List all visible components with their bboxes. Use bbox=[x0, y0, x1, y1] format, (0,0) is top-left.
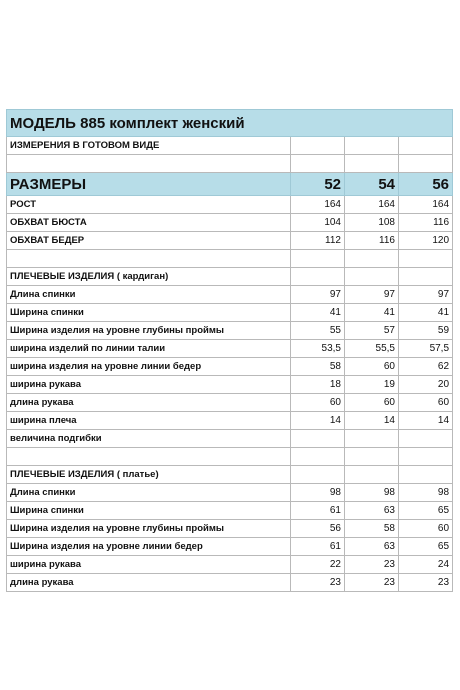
value-cell: 61 bbox=[291, 538, 345, 556]
value-cell: 14 bbox=[291, 412, 345, 430]
row-label: ширина изделий по линии талии bbox=[7, 340, 291, 358]
table-row bbox=[7, 520, 453, 538]
section-title: ПЛЕЧЕВЫЕ ИЗДЕЛИЯ ( кардиган) bbox=[7, 268, 291, 286]
size-56: 56 bbox=[399, 173, 453, 196]
value-cell: 14 bbox=[399, 412, 453, 430]
table-row bbox=[7, 232, 453, 250]
empty-cell bbox=[345, 155, 399, 173]
row-label: Ширина спинки bbox=[7, 304, 291, 322]
empty-cell bbox=[7, 448, 291, 466]
value-cell: 60 bbox=[399, 394, 453, 412]
table-row bbox=[7, 286, 453, 304]
table-row bbox=[7, 340, 453, 358]
row-label: величина подгибки bbox=[7, 430, 291, 448]
row-label: РОСТ bbox=[7, 196, 291, 214]
table-row bbox=[7, 304, 453, 322]
row-label: Ширина изделия на уровне линии бедер bbox=[7, 538, 291, 556]
value-cell: 57 bbox=[345, 322, 399, 340]
empty-cell bbox=[291, 137, 345, 155]
value-cell: 60 bbox=[399, 520, 453, 538]
empty-cell bbox=[291, 250, 345, 268]
empty-cell bbox=[399, 448, 453, 466]
value-cell: 60 bbox=[345, 394, 399, 412]
table-row bbox=[7, 358, 453, 376]
section-title: ПЛЕЧЕВЫЕ ИЗДЕЛИЯ ( платье) bbox=[7, 466, 291, 484]
empty-cell bbox=[399, 268, 453, 286]
empty-cell bbox=[399, 137, 453, 155]
value-cell: 56 bbox=[291, 520, 345, 538]
value-cell: 55 bbox=[291, 322, 345, 340]
empty-cell bbox=[399, 466, 453, 484]
value-cell: 62 bbox=[399, 358, 453, 376]
value-cell: 98 bbox=[291, 484, 345, 502]
table-row bbox=[7, 574, 453, 592]
empty-cell bbox=[345, 250, 399, 268]
value-cell: 97 bbox=[399, 286, 453, 304]
value-cell: 164 bbox=[291, 196, 345, 214]
empty-cell bbox=[345, 448, 399, 466]
row-label: длина рукава bbox=[7, 574, 291, 592]
table-row bbox=[7, 214, 453, 232]
table-row bbox=[7, 556, 453, 574]
empty-cell bbox=[345, 466, 399, 484]
value-cell: 120 bbox=[399, 232, 453, 250]
value-cell: 41 bbox=[345, 304, 399, 322]
value-cell: 116 bbox=[345, 232, 399, 250]
subtitle-row bbox=[7, 137, 453, 155]
value-cell: 104 bbox=[291, 214, 345, 232]
value-cell: 65 bbox=[399, 538, 453, 556]
table-row bbox=[7, 322, 453, 340]
empty-cell bbox=[7, 250, 291, 268]
measurements-table bbox=[6, 109, 453, 592]
size-52: 52 bbox=[291, 173, 345, 196]
row-label: Ширина изделия на уровне глубины проймы bbox=[7, 520, 291, 538]
value-cell: 65 bbox=[399, 502, 453, 520]
section-title-row bbox=[7, 466, 453, 484]
subtitle-cell: ИЗМЕРЕНИЯ В ГОТОВОМ ВИДЕ bbox=[7, 137, 291, 155]
value-cell: 20 bbox=[399, 376, 453, 394]
size-54: 54 bbox=[345, 173, 399, 196]
row-label: ширина изделия на уровне линии бедер bbox=[7, 358, 291, 376]
title-row bbox=[7, 110, 453, 137]
value-cell bbox=[291, 430, 345, 448]
empty-cell bbox=[399, 250, 453, 268]
row-label: ОБХВАТ БЕДЕР bbox=[7, 232, 291, 250]
value-cell: 53,5 bbox=[291, 340, 345, 358]
value-cell bbox=[345, 430, 399, 448]
value-cell: 60 bbox=[291, 394, 345, 412]
value-cell: 57,5 bbox=[399, 340, 453, 358]
value-cell: 63 bbox=[345, 538, 399, 556]
table-row bbox=[7, 394, 453, 412]
row-label: ширина рукава bbox=[7, 556, 291, 574]
value-cell: 59 bbox=[399, 322, 453, 340]
value-cell: 98 bbox=[345, 484, 399, 502]
sizes-row bbox=[7, 173, 453, 196]
value-cell: 97 bbox=[345, 286, 399, 304]
value-cell: 97 bbox=[291, 286, 345, 304]
table-row bbox=[7, 376, 453, 394]
value-cell: 23 bbox=[399, 574, 453, 592]
blank-row bbox=[7, 155, 453, 173]
blank-row bbox=[7, 448, 453, 466]
blank-row bbox=[7, 250, 453, 268]
row-label: ОБХВАТ БЮСТА bbox=[7, 214, 291, 232]
value-cell: 23 bbox=[345, 574, 399, 592]
table-row bbox=[7, 412, 453, 430]
table-row bbox=[7, 196, 453, 214]
row-label: Длина спинки bbox=[7, 484, 291, 502]
value-cell: 98 bbox=[399, 484, 453, 502]
value-cell: 23 bbox=[345, 556, 399, 574]
value-cell: 61 bbox=[291, 502, 345, 520]
row-label: Ширина спинки bbox=[7, 502, 291, 520]
value-cell: 19 bbox=[345, 376, 399, 394]
empty-cell bbox=[291, 155, 345, 173]
value-cell: 58 bbox=[291, 358, 345, 376]
value-cell: 14 bbox=[345, 412, 399, 430]
table-row bbox=[7, 430, 453, 448]
sizes-label: РАЗМЕРЫ bbox=[7, 173, 291, 196]
value-cell: 18 bbox=[291, 376, 345, 394]
table-row bbox=[7, 502, 453, 520]
empty-cell bbox=[291, 448, 345, 466]
value-cell: 60 bbox=[345, 358, 399, 376]
value-cell: 24 bbox=[399, 556, 453, 574]
empty-cell bbox=[399, 155, 453, 173]
value-cell: 108 bbox=[345, 214, 399, 232]
value-cell: 116 bbox=[399, 214, 453, 232]
value-cell: 164 bbox=[345, 196, 399, 214]
empty-cell bbox=[291, 466, 345, 484]
row-label: ширина рукава bbox=[7, 376, 291, 394]
measurements-table-body bbox=[7, 110, 453, 592]
empty-cell bbox=[345, 268, 399, 286]
row-label: Ширина изделия на уровне глубины проймы bbox=[7, 322, 291, 340]
value-cell: 58 bbox=[345, 520, 399, 538]
value-cell: 63 bbox=[345, 502, 399, 520]
row-label: ширина плеча bbox=[7, 412, 291, 430]
value-cell: 41 bbox=[291, 304, 345, 322]
table-row bbox=[7, 484, 453, 502]
value-cell: 22 bbox=[291, 556, 345, 574]
model-title: МОДЕЛЬ 885 комплект женский bbox=[7, 110, 453, 137]
empty-cell bbox=[7, 155, 291, 173]
value-cell: 55,5 bbox=[345, 340, 399, 358]
value-cell: 23 bbox=[291, 574, 345, 592]
row-label: Длина спинки bbox=[7, 286, 291, 304]
empty-cell bbox=[345, 137, 399, 155]
value-cell bbox=[399, 430, 453, 448]
value-cell: 112 bbox=[291, 232, 345, 250]
value-cell: 164 bbox=[399, 196, 453, 214]
value-cell: 41 bbox=[399, 304, 453, 322]
row-label: длина рукава bbox=[7, 394, 291, 412]
empty-cell bbox=[291, 268, 345, 286]
section-title-row bbox=[7, 268, 453, 286]
table-row bbox=[7, 538, 453, 556]
